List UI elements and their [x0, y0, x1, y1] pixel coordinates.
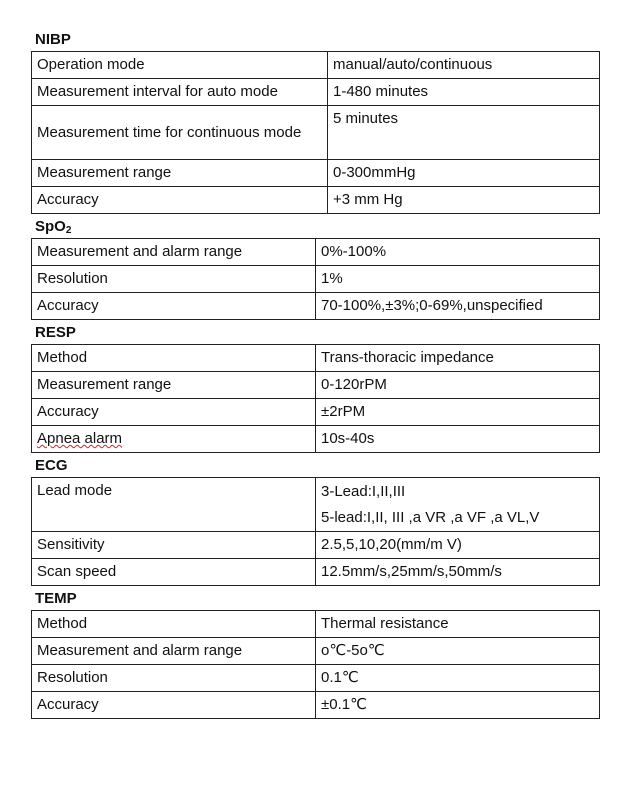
- spec-value: manual/auto/continuous: [328, 52, 600, 79]
- spec-value: [316, 478, 600, 532]
- section-title-spo2: [31, 214, 599, 238]
- lead-mode-3-lead: 3-Lead:I,II,III: [321, 482, 406, 500]
- spec-value: o℃-5o℃: [316, 638, 600, 665]
- spec-label: Accuracy: [32, 399, 316, 426]
- section-title-ecg: ECG: [35, 457, 68, 474]
- table-row: [32, 79, 600, 106]
- table-row: [32, 611, 600, 638]
- spec-label: Accuracy: [32, 692, 316, 719]
- spec-value: 0%-100%: [316, 239, 600, 266]
- table-row: [32, 692, 600, 719]
- table-row: [32, 426, 600, 453]
- spec-document: [31, 27, 599, 719]
- apnea-alarm-label: Apnea alarm: [37, 430, 123, 447]
- spec-label: Measurement range: [32, 372, 316, 399]
- table-row: [32, 106, 600, 160]
- spec-label: Scan speed: [32, 559, 316, 586]
- spec-value: 1-480 minutes: [328, 79, 600, 106]
- spec-label: Sensitivity: [32, 532, 316, 559]
- spec-value: 0-300mmHg: [328, 160, 600, 187]
- spec-value: Trans-thoracic impedance: [316, 345, 600, 372]
- table-row: [32, 638, 600, 665]
- spec-value: ±2rPM: [316, 399, 600, 426]
- spec-label: Method: [32, 345, 316, 372]
- spo2-table: [31, 238, 600, 320]
- table-row: [32, 160, 600, 187]
- spec-value: 70-100%,±3%;0-69%,unspecified: [316, 293, 600, 320]
- spec-label: Operation mode: [32, 52, 328, 79]
- spec-label: Measurement and alarm range: [32, 239, 316, 266]
- ecg-table: [31, 477, 600, 586]
- table-row: [32, 559, 600, 586]
- table-row: [32, 532, 600, 559]
- spec-label: Resolution: [32, 266, 316, 293]
- spec-label: Accuracy: [32, 293, 316, 320]
- table-row: [32, 345, 600, 372]
- spec-value: 12.5mm/s,25mm/s,50mm/s: [316, 559, 600, 586]
- table-row: [32, 399, 600, 426]
- spo2-title-main: SpO: [35, 218, 66, 235]
- table-row: [32, 478, 600, 532]
- section-title-temp: TEMP: [35, 590, 77, 607]
- spec-label: Accuracy: [32, 187, 328, 214]
- spec-value: 10s-40s: [316, 426, 600, 453]
- section-title-nibp: NIBP: [35, 31, 71, 48]
- temp-table: [31, 610, 600, 719]
- table-row: [32, 665, 600, 692]
- spec-label: Measurement interval for auto mode: [32, 79, 328, 106]
- spec-label: [32, 426, 316, 453]
- spec-label: Method: [32, 611, 316, 638]
- resp-table: [31, 344, 600, 453]
- nibp-table: [31, 51, 600, 214]
- spec-value: 0.1℃: [316, 665, 600, 692]
- spec-value: 1%: [316, 266, 600, 293]
- spec-value: +3 mm Hg: [328, 187, 600, 214]
- spec-label: Measurement and alarm range: [32, 638, 316, 665]
- section-title-resp: RESP: [35, 324, 76, 341]
- spec-label: Lead mode: [32, 478, 316, 532]
- spec-value: Thermal resistance: [316, 611, 600, 638]
- table-row: [32, 239, 600, 266]
- spec-value: 2.5,5,10,20(mm/m V): [316, 532, 600, 559]
- table-row: [32, 293, 600, 320]
- spec-value: ±0.1℃: [316, 692, 600, 719]
- table-row: [32, 52, 600, 79]
- spo2-title-sub: 2: [65, 225, 72, 236]
- spec-value: 5 minutes: [328, 106, 600, 160]
- table-row: [32, 372, 600, 399]
- spec-label: Measurement range: [32, 160, 328, 187]
- spec-label: Measurement time for continuous mode: [32, 106, 328, 160]
- table-row: [32, 187, 600, 214]
- table-row: [32, 266, 600, 293]
- spec-label: Resolution: [32, 665, 316, 692]
- lead-mode-5-lead: 5-lead:I,II, III ,a VR ,a VF ,a VL,V: [321, 508, 540, 526]
- spec-value: 0-120rPM: [316, 372, 600, 399]
